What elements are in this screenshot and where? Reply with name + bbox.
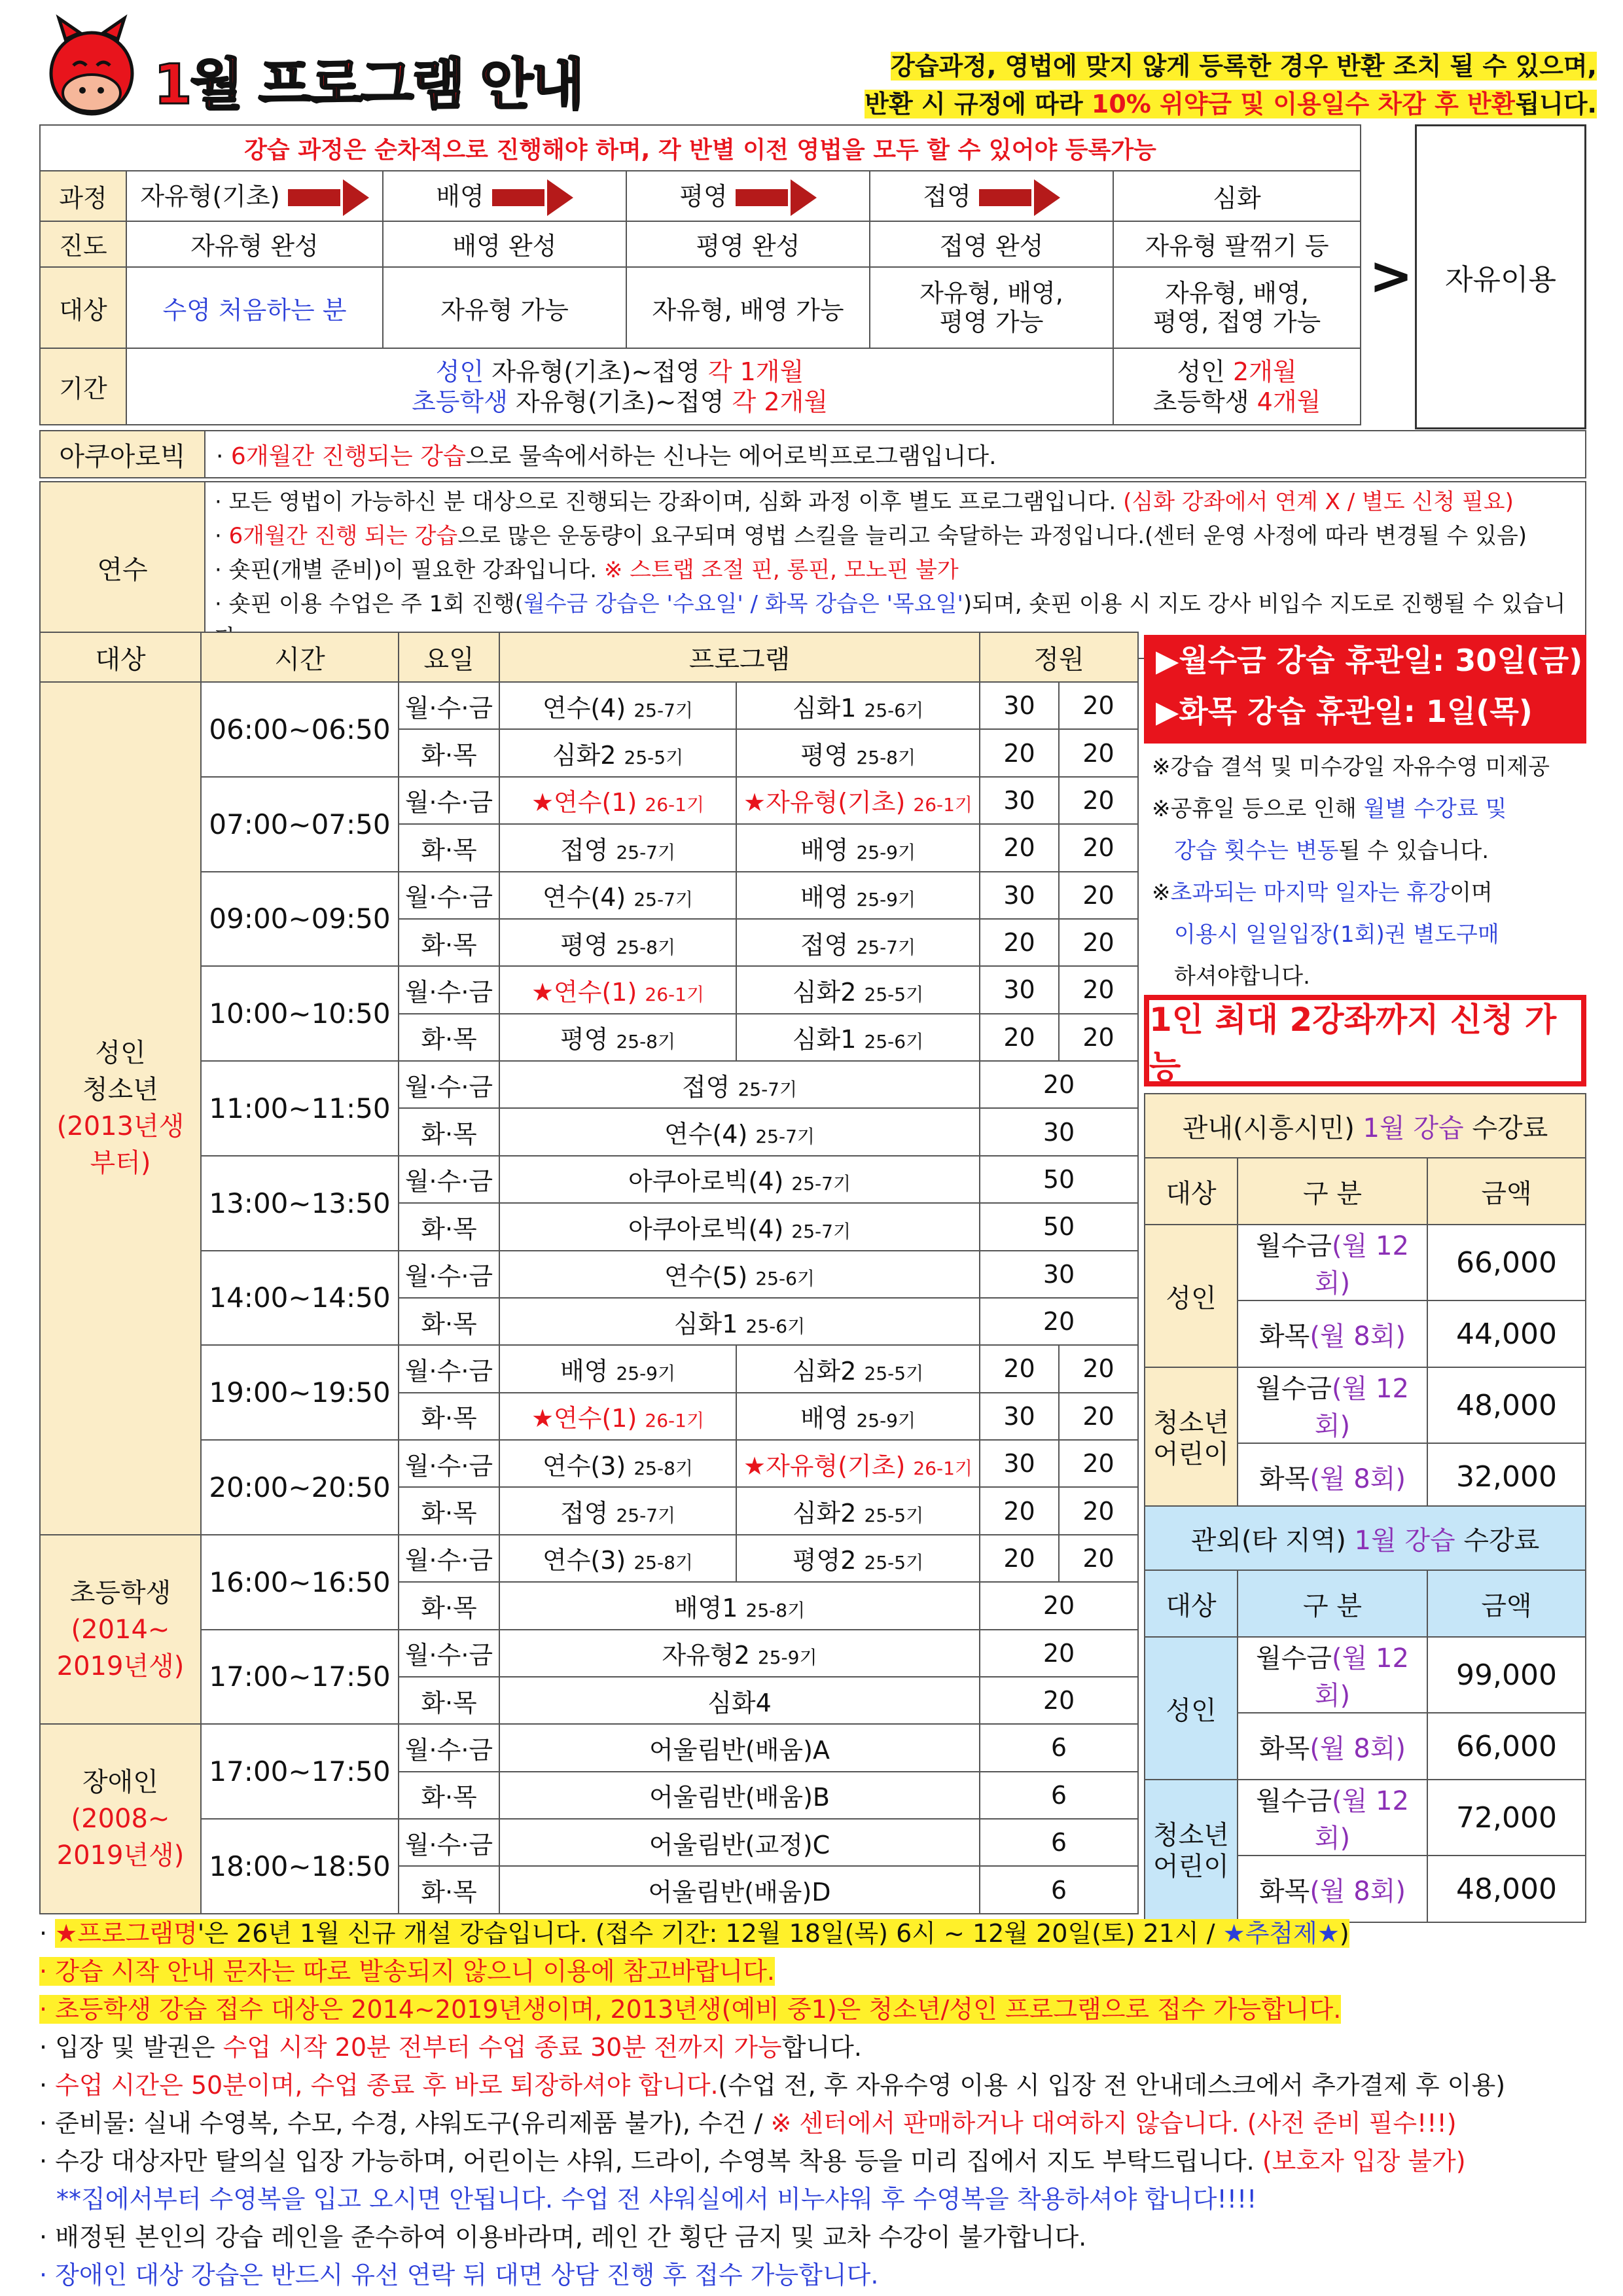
capacity-cell: 20 bbox=[980, 729, 1059, 776]
program-cell: 심화2 25-5기 bbox=[736, 1487, 980, 1534]
capacity-cell: 20 bbox=[1059, 1393, 1138, 1440]
mascot-logo-icon bbox=[39, 13, 144, 124]
program-cell: ★연수(1) 26-1기 bbox=[499, 777, 736, 824]
program-cell: 평영 25-8기 bbox=[499, 1014, 736, 1061]
program-cell: 어울림반(배움)A bbox=[499, 1724, 980, 1771]
time-slot: 20:00~20:50 bbox=[201, 1440, 399, 1535]
target-0: 수영 처음하는 분 bbox=[126, 267, 383, 349]
program-cell: 평영 25-8기 bbox=[499, 919, 736, 966]
label-course: 과정 bbox=[40, 171, 126, 221]
capacity-cell: 20 bbox=[980, 1582, 1138, 1629]
program-cell: 접영 25-7기 bbox=[499, 1061, 980, 1108]
period-advanced: 성인 2개월 초등학생 4개월 bbox=[1113, 348, 1361, 425]
capacity-cell: 50 bbox=[980, 1203, 1138, 1250]
day-cell: 화·목 bbox=[399, 729, 499, 776]
capacity-cell: 20 bbox=[980, 1061, 1138, 1108]
enrollment-limit-badge: 1인 최대 2강좌까지 신청 가능 bbox=[1144, 995, 1586, 1086]
schedule-row bbox=[40, 1535, 1138, 1582]
fee-row bbox=[1145, 1225, 1586, 1300]
program-cell: ★연수(1) 26-1기 bbox=[499, 1393, 736, 1440]
progress-0: 자유형 완성 bbox=[126, 221, 383, 267]
group-0: 성인 청소년 (2013년생 부터) bbox=[40, 682, 201, 1535]
capacity-cell: 50 bbox=[980, 1156, 1138, 1203]
day-cell: 화·목 bbox=[399, 919, 499, 966]
capacity-cell: 30 bbox=[980, 966, 1059, 1013]
schedule-row bbox=[40, 966, 1138, 1013]
capacity-cell: 30 bbox=[980, 682, 1059, 729]
capacity-cell: 20 bbox=[980, 1298, 1138, 1345]
capacity-cell: 6 bbox=[980, 1866, 1138, 1914]
time-slot: 18:00~18:50 bbox=[201, 1819, 399, 1914]
time-slot: 14:00~14:50 bbox=[201, 1251, 399, 1346]
day-cell: 월·수·금 bbox=[399, 1630, 499, 1677]
program-cell: 배영 25-9기 bbox=[736, 872, 980, 919]
time-slot: 11:00~11:50 bbox=[201, 1061, 399, 1156]
header bbox=[39, 13, 1597, 124]
capacity-cell: 30 bbox=[980, 872, 1059, 919]
capacity-cell: 20 bbox=[980, 1630, 1138, 1677]
fee-col-type: 구 분 bbox=[1238, 1570, 1427, 1637]
fee-caption: 관외(타 지역) 1월 강습 수강료 bbox=[1145, 1506, 1586, 1570]
group-1: 초등학생 (2014~ 2019년생) bbox=[40, 1535, 201, 1725]
aquarobic-label: 아쿠아로빅 bbox=[40, 431, 205, 478]
time-slot: 06:00~06:50 bbox=[201, 682, 399, 777]
label-progress: 진도 bbox=[40, 221, 126, 267]
target-2: 자유형, 배영 가능 bbox=[626, 267, 870, 349]
capacity-cell: 20 bbox=[980, 919, 1059, 966]
program-cell: 심화2 25-5기 bbox=[499, 729, 736, 776]
aquarobic-desc: · 6개월간 진행되는 강습으로 물속에서하는 신나는 에어로빅프로그램입니다. bbox=[205, 431, 1586, 478]
footer-notes: · ★프로그램명'은 26년 1월 신규 개설 강습입니다. (접수 기간: 12월 18일(목) 6시 ~ 12월 20일(토) 21시 / ★추첨제★) · 강습 시작 안내 문자는 따로 발송되지 않으니 이용에 참고바랍니다. · 초등학생 강습 접수 대상은 2014~2019년생이며, 2013년생(예비 중1)은 청소년/성인 프로그램으로 접수 가능합니다. · 입장 및 발권은 수업 시작 20분 전부터 수업 종료 30분 전까지 가능합니다. · 수업 시간은 50분이며, 수업 종료 후 바로 퇴장하셔야 합니다.(수업 전, 후 자유수영 이용 시 입장 전 안내데스크에서 추가결제 후 이용) · 준비물: 실내 수영복, 수모, 수경, 샤워도구(유리제품 불가), 수건 / ※ 센터에서 판매하거나 대여하지 않습니다. (사전 준비 필수!!!) · 수강 대상자만 탈의실 입장 가능하며, 어린이는 샤워, 드라이, 수영복 착용 등을 미리 집에서 지도 부탁드립니다. (보호자 입장 불가) **집에서부터 수영복을 입고 오시면 안됩니다. 수업 전 샤워실에서 비누샤워 후 수영복을 착용하셔야 합니다!!!! · 배정된 본인의 강습 레인을 준수하여 이용바라며, 레인 간 횡단 금지 및 교차 수강이 불가합니다. · 장애인 대상 강습은 반드시 유선 연락 뒤 대면 상담 진행 후 접수 가능합니다. bbox=[39, 1919, 1506, 2289]
program-cell: 어울림반(교정)C bbox=[499, 1819, 980, 1866]
program-cell: 어울림반(배움)B bbox=[499, 1772, 980, 1819]
fee-type: 월수금(월 12회) bbox=[1238, 1637, 1427, 1713]
page-title: 1월 프로그램 안내 bbox=[154, 52, 582, 117]
schedule-table bbox=[39, 632, 1139, 1914]
program-cell: 연수(4) 25-7기 bbox=[499, 1108, 980, 1155]
refund-notice: 강습과정, 영법에 맞지 않게 등록한 경우 반환 조치 될 수 있으며, 반환 시 규정에 따라 10% 위약금 및 이용일수 차감 후 반환됩니다. bbox=[865, 52, 1597, 118]
fee-col-amount: 금액 bbox=[1427, 1158, 1586, 1225]
fee-amount: 32,000 bbox=[1427, 1443, 1586, 1510]
fee-amount: 72,000 bbox=[1427, 1780, 1586, 1856]
holiday-box: ▶월수금 강습 휴관일: 30일(금) ▶화목 강습 휴관일: 1일(목) bbox=[1144, 635, 1586, 744]
time-slot: 19:00~19:50 bbox=[201, 1345, 399, 1440]
time-slot: 17:00~17:50 bbox=[201, 1630, 399, 1725]
fee-row bbox=[1145, 1367, 1586, 1443]
schedule-row bbox=[40, 1061, 1138, 1108]
fee-type: 화목(월 8회) bbox=[1238, 1300, 1427, 1367]
capacity-cell: 30 bbox=[980, 1440, 1059, 1487]
program-cell: 자유형2 25-9기 bbox=[499, 1630, 980, 1677]
fee-caption: 관내(시흥시민) 1월 강습 수강료 bbox=[1145, 1094, 1586, 1158]
course-banner: 강습 과정은 순차적으로 진행해야 하며, 각 반별 이전 영법을 모두 할 수 있어야 등록가능 bbox=[40, 125, 1361, 171]
program-cell: 어울림반(배움)D bbox=[499, 1866, 980, 1914]
capacity-cell: 20 bbox=[1059, 1535, 1138, 1582]
program-cell: 심화2 25-5기 bbox=[736, 966, 980, 1013]
capacity-cell: 30 bbox=[980, 1251, 1138, 1298]
stage-1: 배영 bbox=[383, 171, 626, 221]
col-time: 시간 bbox=[201, 632, 399, 682]
program-cell: 평영2 25-5기 bbox=[736, 1535, 980, 1582]
time-slot: 16:00~16:50 bbox=[201, 1535, 399, 1630]
fee-type: 화목(월 8회) bbox=[1238, 1856, 1427, 1922]
schedule-row bbox=[40, 1630, 1138, 1677]
program-cell: 심화4 bbox=[499, 1677, 980, 1724]
fee-group-youth: 청소년 어린이 bbox=[1145, 1367, 1238, 1510]
col-target: 대상 bbox=[40, 632, 201, 682]
schedule-row bbox=[40, 1819, 1138, 1866]
day-cell: 월·수·금 bbox=[399, 1440, 499, 1487]
program-cell: ★자유형(기초) 26-1기 bbox=[736, 1440, 980, 1487]
day-cell: 화·목 bbox=[399, 1677, 499, 1724]
free-use-box: 자유이용 bbox=[1415, 124, 1586, 429]
program-cell: 연수(4) 25-7기 bbox=[499, 872, 736, 919]
capacity-cell: 20 bbox=[980, 1487, 1059, 1534]
fee-amount: 66,000 bbox=[1427, 1225, 1586, 1300]
time-slot: 07:00~07:50 bbox=[201, 777, 399, 872]
capacity-cell: 20 bbox=[980, 1677, 1138, 1724]
schedule-row bbox=[40, 1345, 1138, 1392]
target-4: 자유형, 배영, 평영, 접영 가능 bbox=[1113, 267, 1361, 349]
capacity-cell: 20 bbox=[1059, 777, 1138, 824]
program-cell: 배영 25-9기 bbox=[736, 1393, 980, 1440]
capacity-cell: 20 bbox=[980, 1014, 1059, 1061]
capacity-cell: 20 bbox=[1059, 872, 1138, 919]
capacity-cell: 20 bbox=[1059, 919, 1138, 966]
capacity-cell: 6 bbox=[980, 1724, 1138, 1771]
program-cell: 평영 25-8기 bbox=[736, 729, 980, 776]
schedule-row bbox=[40, 872, 1138, 919]
program-cell: 배영1 25-8기 bbox=[499, 1582, 980, 1629]
capacity-cell: 20 bbox=[1059, 824, 1138, 871]
fee-table-nonresident bbox=[1144, 1505, 1586, 1923]
fee-type: 화목(월 8회) bbox=[1238, 1443, 1427, 1510]
day-cell: 월·수·금 bbox=[399, 1251, 499, 1298]
time-slot: 09:00~09:50 bbox=[201, 872, 399, 967]
fee-amount: 99,000 bbox=[1427, 1637, 1586, 1713]
progress-4: 자유형 팔꺾기 등 bbox=[1113, 221, 1361, 267]
program-cell: ★자유형(기초) 26-1기 bbox=[736, 777, 980, 824]
day-cell: 월·수·금 bbox=[399, 1535, 499, 1582]
schedule-row bbox=[40, 1724, 1138, 1771]
schedule-row bbox=[40, 777, 1138, 824]
time-slot: 17:00~17:50 bbox=[201, 1724, 399, 1819]
time-slot: 10:00~10:50 bbox=[201, 966, 399, 1061]
stage-4: 심화 bbox=[1113, 171, 1361, 221]
day-cell: 월·수·금 bbox=[399, 872, 499, 919]
fee-group-adult: 성인 bbox=[1145, 1225, 1238, 1367]
chevron-right-icon: > bbox=[1369, 245, 1414, 306]
capacity-cell: 20 bbox=[1059, 729, 1138, 776]
schedule-row bbox=[40, 1440, 1138, 1487]
day-cell: 화·목 bbox=[399, 1772, 499, 1819]
capacity-cell: 30 bbox=[980, 777, 1059, 824]
col-day: 요일 bbox=[399, 632, 499, 682]
fee-type: 월수금(월 12회) bbox=[1238, 1367, 1427, 1443]
day-cell: 월·수·금 bbox=[399, 1156, 499, 1203]
course-progression-table bbox=[39, 124, 1361, 425]
fee-col-target: 대상 bbox=[1145, 1570, 1238, 1637]
fee-amount: 44,000 bbox=[1427, 1300, 1586, 1367]
fee-amount: 48,000 bbox=[1427, 1367, 1586, 1443]
col-program: 프로그램 bbox=[499, 632, 980, 682]
day-cell: 화·목 bbox=[399, 1866, 499, 1914]
capacity-cell: 20 bbox=[1059, 1345, 1138, 1392]
capacity-cell: 6 bbox=[980, 1819, 1138, 1866]
fee-col-target: 대상 bbox=[1145, 1158, 1238, 1225]
group-2: 장애인 (2008~ 2019년생) bbox=[40, 1724, 201, 1914]
day-cell: 화·목 bbox=[399, 824, 499, 871]
stage-3: 접영 bbox=[870, 171, 1113, 221]
schedule-row bbox=[40, 1156, 1138, 1203]
aquarobic-info bbox=[39, 430, 1586, 478]
fee-table-resident bbox=[1144, 1093, 1586, 1511]
fee-type: 월수금(월 12회) bbox=[1238, 1780, 1427, 1856]
target-3: 자유형, 배영, 평영 가능 bbox=[870, 267, 1113, 349]
day-cell: 월·수·금 bbox=[399, 1061, 499, 1108]
capacity-cell: 20 bbox=[980, 1535, 1059, 1582]
time-slot: 13:00~13:50 bbox=[201, 1156, 399, 1251]
program-cell: 아쿠아로빅(4) 25-7기 bbox=[499, 1156, 980, 1203]
program-cell: 연수(3) 25-8기 bbox=[499, 1440, 736, 1487]
day-cell: 월·수·금 bbox=[399, 1819, 499, 1866]
day-cell: 월·수·금 bbox=[399, 777, 499, 824]
program-cell: 연수(3) 25-8기 bbox=[499, 1535, 736, 1582]
program-cell: 심화1 25-6기 bbox=[736, 1014, 980, 1061]
day-cell: 화·목 bbox=[399, 1014, 499, 1061]
day-cell: 화·목 bbox=[399, 1203, 499, 1250]
day-cell: 월·수·금 bbox=[399, 1724, 499, 1771]
stage-0: 자유형(기초) bbox=[126, 171, 383, 221]
fee-col-type: 구 분 bbox=[1238, 1158, 1427, 1225]
capacity-cell: 20 bbox=[1059, 1014, 1138, 1061]
schedule-row bbox=[40, 1251, 1138, 1298]
program-cell: 연수(4) 25-7기 bbox=[499, 682, 736, 729]
training-label: 연수 bbox=[40, 482, 205, 658]
day-cell: 월·수·금 bbox=[399, 682, 499, 729]
fee-group-adult: 성인 bbox=[1145, 1637, 1238, 1780]
program-cell: ★연수(1) 26-1기 bbox=[499, 966, 736, 1013]
fee-col-amount: 금액 bbox=[1427, 1570, 1586, 1637]
day-cell: 화·목 bbox=[399, 1487, 499, 1534]
capacity-cell: 20 bbox=[1059, 1487, 1138, 1534]
program-cell: 접영 25-7기 bbox=[499, 824, 736, 871]
day-cell: 화·목 bbox=[399, 1108, 499, 1155]
program-cell: 심화1 25-6기 bbox=[736, 682, 980, 729]
col-capacity: 정원 bbox=[980, 632, 1138, 682]
day-cell: 화·목 bbox=[399, 1393, 499, 1440]
capacity-cell: 20 bbox=[1059, 966, 1138, 1013]
capacity-cell: 20 bbox=[980, 824, 1059, 871]
program-cell: 배영 25-9기 bbox=[736, 824, 980, 871]
fee-amount: 66,000 bbox=[1427, 1713, 1586, 1780]
day-cell: 화·목 bbox=[399, 1298, 499, 1345]
label-period: 기간 bbox=[40, 348, 126, 425]
fee-group-youth: 청소년 어린이 bbox=[1145, 1780, 1238, 1922]
capacity-cell: 20 bbox=[980, 1345, 1059, 1392]
progress-2: 평영 완성 bbox=[626, 221, 870, 267]
label-target: 대상 bbox=[40, 267, 126, 349]
fee-amount: 48,000 bbox=[1427, 1856, 1586, 1922]
stage-2: 평영 bbox=[626, 171, 870, 221]
fee-row bbox=[1145, 1780, 1586, 1856]
day-cell: 화·목 bbox=[399, 1582, 499, 1629]
program-cell: 연수(5) 25-6기 bbox=[499, 1251, 980, 1298]
side-notes: ※강습 결석 및 미수강일 자유수영 미제공 ※공휴일 등으로 인해 월별 수강료 및 강습 횟수는 변동될 수 있습니다. ※초과되는 마지막 일자는 휴강이며 이용시 일일입장(1회)권 별도구매 하셔야합니다. bbox=[1152, 754, 1550, 990]
capacity-cell: 20 bbox=[1059, 1440, 1138, 1487]
day-cell: 월·수·금 bbox=[399, 1345, 499, 1392]
capacity-cell: 30 bbox=[980, 1393, 1059, 1440]
program-cell: 아쿠아로빅(4) 25-7기 bbox=[499, 1203, 980, 1250]
capacity-cell: 30 bbox=[980, 1108, 1138, 1155]
program-cell: 심화2 25-5기 bbox=[736, 1345, 980, 1392]
fee-type: 월수금(월 12회) bbox=[1238, 1225, 1427, 1300]
program-cell: 배영 25-9기 bbox=[499, 1345, 736, 1392]
program-cell: 접영 25-7기 bbox=[736, 919, 980, 966]
period-basic: 성인 자유형(기초)~접영 각 1개월 초등학생 자유형(기초)~접영 각 2개월 bbox=[126, 348, 1113, 425]
fee-row bbox=[1145, 1637, 1586, 1713]
progress-3: 접영 완성 bbox=[870, 221, 1113, 267]
fee-type: 화목(월 8회) bbox=[1238, 1713, 1427, 1780]
schedule-row bbox=[40, 682, 1138, 729]
capacity-cell: 6 bbox=[980, 1772, 1138, 1819]
progress-1: 배영 완성 bbox=[383, 221, 626, 267]
target-1: 자유형 가능 bbox=[383, 267, 626, 349]
training-desc: · 모든 영법이 가능하신 분 대상으로 진행되는 강좌이며, 심화 과정 이후 별도 프로그램입니다. (심화 강좌에서 연계 X / 별도 신청 필요) · 6개월간 진행 되는 강습으로 많은 운동량이 요구되며 영법 스킬을 늘리고 숙달하는 과정입니다.(센터 운영 사정에 따라 변경될 수 있음) · 숏핀(개별 준비)이 필요한 강좌입니다. ※ 스트랩 조절 핀, 롱핀, 모노핀 불가 · 숏핀 이용 수업은 주 1회 진행(월수금 강습은 '수요일' / 화목 강습은 '목요일')되며, 숏핀 이용 시 지도 강사 비입수 지도로 진행될 수 있습니 bbox=[205, 482, 1586, 658]
program-cell: 접영 25-7기 bbox=[499, 1487, 736, 1534]
day-cell: 월·수·금 bbox=[399, 966, 499, 1013]
capacity-cell: 20 bbox=[1059, 682, 1138, 729]
program-cell: 심화1 25-6기 bbox=[499, 1298, 980, 1345]
